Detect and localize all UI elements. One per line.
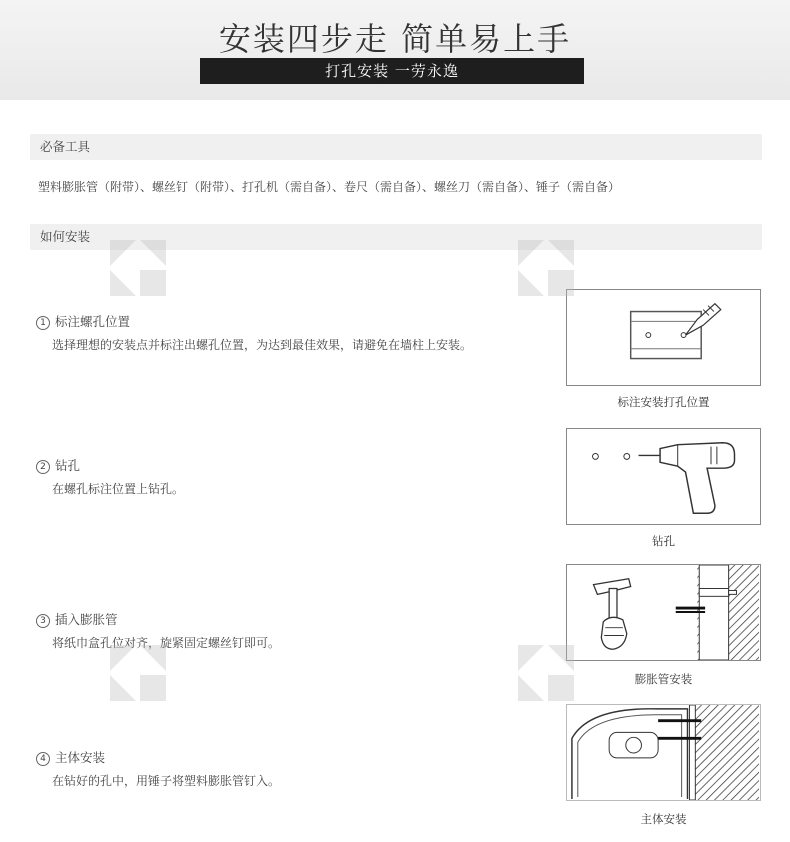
watermark-logo [110, 240, 166, 300]
step-number: 1 [36, 316, 50, 330]
step-description: 在钻好的孔中，用锤子将塑料膨胀管钉入。 [52, 774, 281, 788]
step-4 [36, 748, 280, 789]
step-1 [36, 312, 472, 353]
step-description: 将纸巾盒孔位对齐，旋紧固定螺丝钉即可。 [52, 636, 281, 650]
watermark-logo [110, 645, 166, 705]
step-number: 4 [36, 752, 50, 766]
step-3-caption: 膨胀管安装 [634, 672, 693, 686]
wall-bracket-pencil-icon [566, 289, 761, 386]
install-heading: 如何安装 [30, 224, 762, 250]
step-description: 选择理想的安装点并标注出螺孔位置，为达到最佳效果，请避免在墙柱上安装。 [52, 338, 473, 352]
subtitle-bar: 打孔安装 一劳永逸 [200, 58, 584, 84]
step-description: 在螺孔标注位置上钻孔。 [52, 482, 185, 496]
header-banner [0, 0, 790, 100]
watermark-logo [518, 240, 574, 300]
step-2 [36, 456, 184, 497]
tools-list: 塑料膨胀管（附带）、螺丝钉（附带）、打孔机（需自备）、卷尺（需自备）、螺丝刀（需自备）、锤子（需自备） [38, 180, 621, 194]
step-title: 标注螺孔位置 [55, 314, 131, 329]
step-number: 3 [36, 614, 50, 628]
tissue-box-wall-icon [566, 704, 761, 801]
step-title: 钻孔 [55, 458, 81, 473]
step-4-caption: 主体安装 [640, 812, 687, 826]
watermark-logo [518, 645, 574, 705]
page-title: 安装四步走 简单易上手 [218, 20, 572, 58]
step-title: 插入膨胀管 [55, 612, 118, 627]
electric-drill-icon [566, 428, 761, 525]
step-1-caption: 标注安装打孔位置 [617, 395, 710, 409]
tools-heading: 必备工具 [30, 134, 762, 160]
step-number: 2 [36, 460, 50, 474]
hammer-anchor-icon [566, 564, 761, 661]
step-title: 主体安装 [55, 750, 106, 765]
step-2-caption: 钻孔 [652, 534, 675, 548]
